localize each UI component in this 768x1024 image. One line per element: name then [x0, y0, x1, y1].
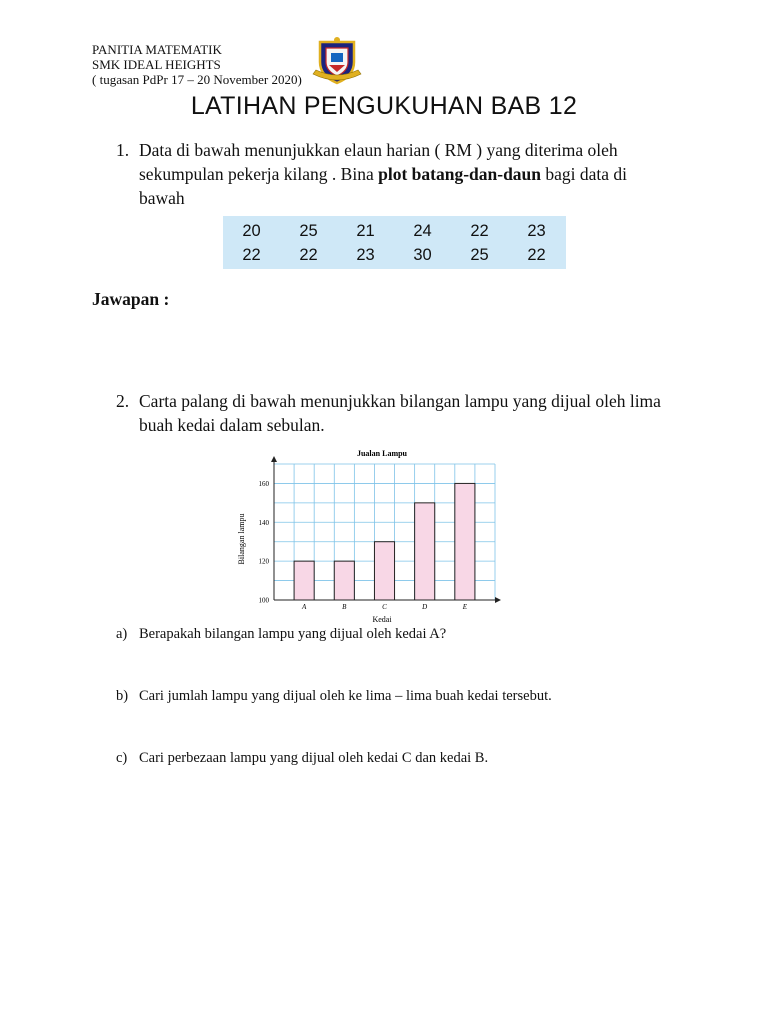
data-cell: 25	[470, 246, 489, 264]
question-1-text-bold: plot batang-dan-daun	[378, 164, 542, 184]
chart-y-ticks	[259, 480, 270, 605]
bar-d	[415, 503, 435, 600]
x-tick-label: D	[422, 603, 428, 611]
question-1	[116, 138, 676, 210]
bar-b	[334, 561, 354, 600]
data-row-2	[223, 243, 566, 267]
data-row-1	[223, 219, 566, 243]
header-task-date: ( tugasan PdPr 17 – 20 November 2020)	[92, 72, 302, 87]
data-cell: 21	[356, 222, 375, 240]
question-2-number: 2.	[116, 391, 130, 411]
x-tick-label: B	[342, 603, 347, 611]
data-cell: 25	[299, 222, 318, 240]
lamp-sales-bar-chart	[232, 444, 512, 626]
subquestion-a	[116, 626, 446, 643]
subquestion-b	[116, 688, 552, 705]
data-cell: 20	[242, 222, 261, 240]
header-block	[92, 42, 302, 87]
subquestion-c-text: Cari perbezaan lampu yang dijual oleh kedai C dan kedai B.	[139, 750, 489, 766]
data-cell: 23	[527, 222, 546, 240]
question-1-text-b: bagi data di bawah	[139, 164, 628, 208]
data-cell: 22	[242, 246, 261, 264]
question-2	[116, 389, 686, 437]
y-axis-arrow	[271, 456, 277, 462]
header-school-name: SMK IDEAL HEIGHTS	[92, 57, 221, 72]
bar-e	[455, 483, 475, 600]
school-crest-icon	[312, 36, 362, 86]
x-axis-arrow	[495, 597, 501, 603]
question-1-text-a: Data di bawah menunjukkan elaun harian ( RM ) yang diterima oleh sekumpulan pekerja kilang . Bina	[139, 140, 618, 184]
subquestion-b-label: b)	[116, 688, 129, 704]
x-tick-label: A	[301, 603, 307, 611]
data-cell: 22	[299, 246, 318, 264]
answer-label: Jawapan :	[92, 289, 170, 309]
data-cell: 30	[413, 246, 432, 264]
y-tick-label: 100	[258, 596, 269, 605]
chart-title: Jualan Lampu	[356, 449, 408, 458]
data-cell: 23	[356, 246, 375, 264]
bar-c	[374, 542, 394, 600]
data-cell: 24	[413, 222, 432, 240]
chart-y-label: Bilangan lampu	[237, 513, 246, 565]
page-title: LATIHAN PENGUKUHAN BAB 12	[190, 92, 578, 120]
subquestion-c-label: c)	[116, 750, 128, 766]
chart-x-label: Kedai	[372, 615, 392, 624]
bar-a	[294, 561, 314, 600]
allowance-data-table	[223, 216, 566, 269]
y-tick-label: 120	[258, 557, 269, 566]
question-2-text: Carta palang di bawah menunjukkan bilangan lampu yang dijual oleh lima buah kedai dalam sebulan.	[139, 391, 661, 435]
y-tick-label: 140	[258, 518, 269, 527]
chart-x-ticks	[301, 603, 468, 611]
x-tick-label: C	[382, 603, 387, 611]
data-cell: 22	[470, 222, 489, 240]
y-tick-label: 160	[258, 479, 269, 488]
subquestion-a-text: Berapakah bilangan lampu yang dijual oleh kedai A?	[139, 626, 447, 642]
subquestion-a-label: a)	[116, 626, 128, 642]
subquestion-b-text: Cari jumlah lampu yang dijual oleh ke lima – lima buah kedai tersebut.	[139, 688, 552, 704]
subquestion-c	[116, 750, 488, 767]
x-tick-label: E	[462, 603, 468, 611]
question-1-text	[139, 138, 676, 210]
header-panel-name: PANITIA MATEMATIK	[92, 42, 222, 57]
question-1-number: 1.	[116, 140, 130, 160]
data-cell: 22	[527, 246, 546, 264]
